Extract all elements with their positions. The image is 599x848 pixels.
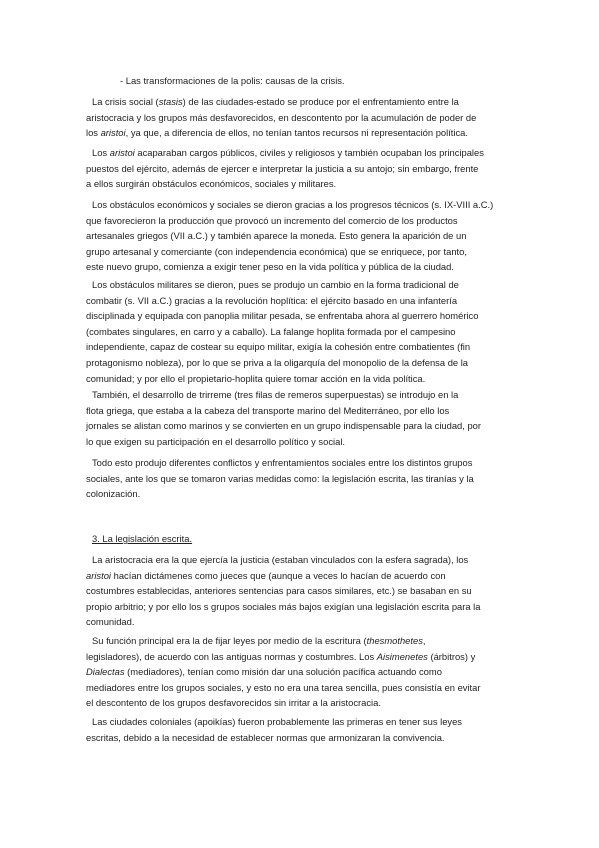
paragraph-conflicts [86,455,526,502]
text-line: comunidad. [86,616,135,628]
text-line: flota griega, que estaba a la cabeza del transporte marino del Mediterráneo, por ello los [86,404,450,416]
text-line: sociales, ante los que se tomaron varias medidas como: la legislación escrita, las tiranías y la [86,472,474,484]
text-line: jornales se alistan como marinos y se convierten en un grupo indispensable para la ciudad, por [86,420,482,432]
paragraph-aristoi [86,145,526,192]
text-line: comunidad; y por ello el propietario-hoplita quiere tomar acción en la vida política. [86,372,426,384]
text-line: lo que exigen su participación en el desarrollo político y social. [86,435,346,447]
text-line: combatir (s. VII a.C.) gracias a la revolución hoplítica: el ejército basado en una infantería [86,294,458,306]
paragraph-economic-obstacles [86,197,526,275]
text-line: aristoi hacían dictámenes como jueces que (aunque a veces lo hacían de acuerdo con [86,569,446,581]
text-line: los aristoi, ya que, a diferencia de ellos, no tenían tantos recursos ni representación política. [86,127,469,139]
text-line: Los aristoi acaparaban cargos públicos, civiles y religiosos y también ocupaban los principales [92,147,484,158]
text-line: disciplinada y equipada con panoplia militar pesada, se enfrentaba ahora al guerrero homérico [86,310,479,322]
text-line: Dialectas (mediadores), tenían como misión dar una solución pacífica actuando como [86,666,442,678]
text-line: Los obstáculos económicos y sociales se dieron gracias a los progresos técnicos (s. IX-VIII a.C.) [92,199,494,210]
text-line: el descontento de los grupos desfavorecidos sin irritar a la aristocracia. [86,697,381,709]
text-line: También, el desarrollo de trirreme (tres filas de remeros superpuestas) se introdujo en la [92,389,459,400]
text-line: Su función principal era la de fijar leyes por medio de la escritura (thesmothetes, [92,635,426,646]
paragraph-colonial-cities [86,714,526,745]
text-line: grupo artesanal y comerciante (con independencia económica) que se enriquece, por tanto, [86,245,467,257]
section-title-written-legislation: 3. La legislación escrita. [92,533,193,544]
text-line: Los obstáculos militares se dieron, pues se produjo un cambio en la forma tradicional de [92,279,459,290]
text-line: (combates singulares, en carro y a caballo). La falange hoplita formada por el campesino [86,325,456,337]
text-line: costumbres establecidas, anteriores sentencias para casos similares, etc.) se basaban en su [86,585,472,597]
text-line: legisladores), de acuerdo con las antiguas normas y costumbres. Los Aisimenetes (árbitros) y [86,650,476,662]
section-heading: - Las transformaciones de la polis: causas de la crisis. [120,75,345,86]
paragraph-trireme [86,387,526,449]
text-line: artesanales griegos (VII a.C.) y también aparece la moneda. Esto genera la aparición de un [86,230,467,242]
text-line: propio arbitrio; y por ello los s grupos sociales más bajos exigían una legislación escrita para la [86,600,481,612]
paragraph-aristocracy-justice [86,552,526,630]
text-line: mediadores entre los grupos sociales, y esto no era una tarea sencilla, pues consistía en evitar [86,681,481,693]
text-line: Todo esto produjo diferentes conflictos y enfrentamientos sociales entre los distintos grupos [92,457,473,468]
text-line: Las ciudades coloniales (apoikías) fueron probablemente las primeras en tener sus leyes [92,716,462,727]
paragraph-social-crisis [86,94,526,141]
text-line: La crisis social (stasis) de las ciudades-estado se produce por el enfrentamiento entre la [92,96,459,107]
text-line: independiente, capaz de costear su equipo militar, exigía la cohesión entre combatientes (fin [86,341,471,353]
text-line: colonización. [86,488,141,500]
text-line: protagonismo nobleza), por lo que se priva a la oligarquía del monopolio de la defensa de la [86,356,469,368]
paragraph-military-obstacles [86,277,526,386]
text-line: a ellos surgirán obstáculos económicos, sociales y militares. [86,178,337,190]
text-line: escritas, debido a la necesidad de establecer normas que armonizaran la convivencia. [86,731,445,743]
text-line: puestos del ejército, además de ejercer e interpretar la justicia a su antojo; sin embargo, frente [86,162,479,174]
text-line: que favorecieron la producción que provocó un incremento del comercio de los productos [86,214,458,226]
text-line: este nuevo grupo, comienza a exigir tener peso en la vida política y pública de la ciudad. [86,261,454,273]
paragraph-main-function [86,633,526,711]
text-line: aristocracia y los grupos más desfavorecidos, en descontento por la acumulación de poder de [86,111,477,123]
text-line: La aristocracia era la que ejercía la justicia (estaban vinculados con la esfera sagrada), los [92,554,469,565]
